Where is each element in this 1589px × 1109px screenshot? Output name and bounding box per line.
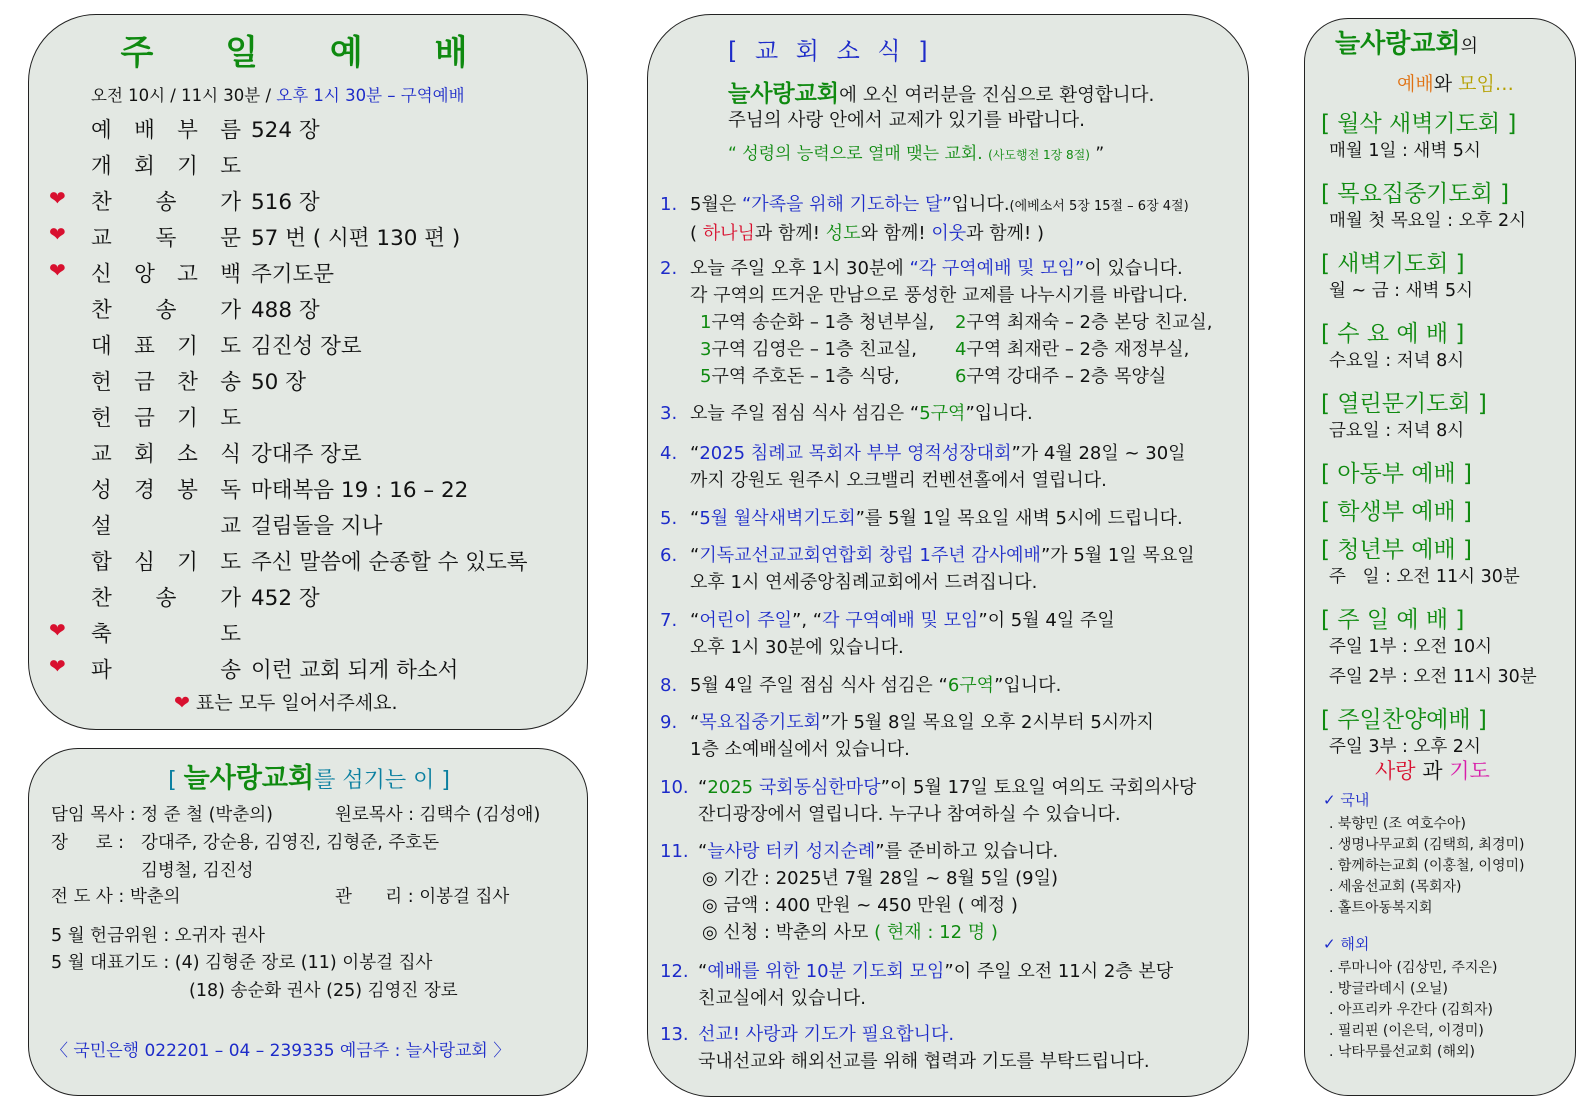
schedule-title-suffix: 의 (1460, 36, 1478, 57)
item-highlight: 5구역 (919, 403, 966, 424)
subtitle-meeting: 모임… (1458, 73, 1514, 95)
order-name-char: 도 (220, 550, 241, 575)
order-row (29, 365, 589, 399)
order-name-char: 헌 (91, 406, 112, 431)
staff-title (29, 756, 589, 795)
order-row (29, 293, 589, 327)
order-row (29, 113, 589, 147)
heart-icon: ❤ (49, 654, 66, 678)
news-item-7 (660, 607, 1115, 661)
order-item-value: 걸림돌을 지나 (251, 514, 383, 539)
item-line: ◎ 금액 : 400 만원 ~ 450 만원 ( 예정 ) (702, 895, 1018, 916)
overseas-mission-item: . 루마니아 (김상민, 주지은) (1329, 960, 1498, 976)
order-item-value: 488 장 (251, 298, 320, 323)
order-row (29, 149, 589, 183)
item-highlight: 하나님 (702, 223, 755, 244)
item-text: “ (909, 403, 920, 424)
order-name-char: 기 (177, 550, 198, 575)
group-number: 2 (955, 312, 967, 333)
staff-title-open: [ (168, 768, 184, 793)
order-item-name (91, 113, 241, 144)
item-highlight: 어린이 주일 (699, 610, 792, 631)
staff-elders-1: 강대주, 강순용, 김영진, 김형준, 주호돈 (141, 833, 440, 853)
item-highlight: 예배를 위한 10분 기도회 모임 (707, 961, 945, 982)
order-item-name (91, 293, 241, 324)
order-item-value: 524 장 (251, 118, 320, 143)
group-location (700, 336, 955, 363)
motto-close: ” (1089, 144, 1105, 164)
item-text: ”가 4월 28일 ~ 30일 (1011, 443, 1186, 464)
news-title: [ 교 회 소 식 ] (728, 37, 933, 65)
schedule-detail: 수요일 : 저녁 8시 (1329, 351, 1465, 371)
prayer-title-prayer: 기도 (1449, 759, 1490, 783)
order-item-value: 50 장 (251, 370, 306, 395)
item-text: ”가 5월 1일 목요일 (1040, 545, 1195, 566)
item-highlight: 목요집중기도회 (699, 712, 822, 733)
group-location (700, 309, 955, 336)
item-text: 이 있습니다. (1084, 258, 1183, 279)
order-row (29, 257, 589, 291)
schedule-heading: [ 열린문기도회 ] (1321, 391, 1487, 417)
item-text: 입니다. (974, 403, 1033, 424)
order-name-char: 소 (177, 442, 198, 467)
order-name-char: 신 (91, 262, 112, 287)
item-number: 12. (660, 961, 689, 982)
schedule-detail: 월 ~ 금 : 새벽 5시 (1329, 281, 1474, 301)
staff-elders-label: 장 로 : (51, 833, 125, 853)
item-highlight: 성도 (825, 223, 861, 244)
order-item-name (91, 329, 241, 360)
item-text: 입니다. (1003, 675, 1062, 696)
item-highlight: 기독교선교교회연합회 창립 1주년 감사예배 (699, 545, 1041, 566)
order-name-char: 도 (220, 154, 241, 179)
schedule-heading: [ 아동부 예배 ] (1321, 461, 1472, 487)
schedule-panel (1304, 18, 1576, 1096)
item-line: 1층 소예배실에서 있습니다. (690, 739, 910, 760)
group-locations (660, 309, 1235, 390)
schedule-detail: 주 일 : 오전 11시 30분 (1329, 567, 1520, 587)
domestic-mission-item: . 함께하는교회 (이홍철, 이영미) (1329, 858, 1525, 874)
order-name-char: 고 (177, 262, 198, 287)
item-highlight: 2025 침례교 목회자 부부 영적성장대회 (699, 443, 1012, 464)
order-name-char: 예 (91, 118, 112, 143)
order-item-value: 마태복음 19 : 16 – 22 (251, 478, 469, 503)
item-text: 오늘 주일 오후 1시 30분에 (690, 258, 910, 279)
item-line: 까지 강원도 원주시 오크밸리 컨벤션홀에서 열립니다. (690, 470, 1107, 491)
item-highlight: 늘사랑 터키 성지순례 (707, 841, 876, 862)
item-text: “ (690, 610, 700, 631)
item-number: 11. (660, 841, 689, 862)
order-item-name (91, 401, 241, 432)
order-name-char: 축 (91, 622, 112, 647)
item-number: 10. (660, 777, 689, 798)
schedule-heading: [ 수 요 예 배 ] (1321, 321, 1465, 347)
item-text: 입니다. (951, 194, 1010, 215)
welcome-text: 에 오신 여러분을 진심으로 환영합니다. (839, 85, 1155, 106)
item-text: ” (994, 675, 1004, 696)
item-highlight: 5월 월삭새벽기도회 (699, 508, 856, 529)
item-text: “ (690, 545, 700, 566)
item-text: “ (698, 777, 708, 798)
order-item-value: 강대주 장로 (251, 442, 362, 467)
order-item-name (91, 545, 241, 576)
order-name-char: 심 (134, 550, 155, 575)
news-item-6 (660, 542, 1195, 596)
order-item-value: 주신 말씀에 순종할 수 있도록 (251, 550, 528, 575)
order-name-char: 대 (91, 334, 112, 359)
welcome-line-2: 주님의 사랑 안에서 교제가 있기를 바랍니다. (728, 110, 1085, 131)
news-item-8 (660, 672, 1061, 699)
order-name-char: 도 (220, 622, 241, 647)
item-line: 오후 1시 30분에 있습니다. (690, 637, 904, 658)
schedule-heading: [ 주일찬양예배 ] (1321, 707, 1487, 733)
item-text: 5월 4일 주일 점심 식사 섬김은 (690, 675, 939, 696)
item-text: ( (690, 223, 703, 244)
overseas-mission-item: . 필리핀 (이은덕, 이경미) (1329, 1023, 1484, 1039)
prayer-title-and: 과 (1415, 759, 1450, 783)
item-text: “ (698, 841, 708, 862)
order-item-value: 516 장 (251, 190, 320, 215)
item-highlight: 2025 (707, 777, 754, 798)
order-item-name (91, 617, 241, 648)
schedule-heading: [ 목요집중기도회 ] (1321, 181, 1510, 207)
schedule-heading: [ 월삭 새벽기도회 ] (1321, 111, 1517, 137)
order-name-char: 송 (155, 190, 177, 215)
group-location (955, 336, 1235, 363)
domestic-mission-item: . 세움선교회 (목회자) (1329, 879, 1462, 895)
schedule-detail: 매월 첫 목요일 : 오후 2시 (1329, 211, 1526, 231)
order-name-char: 기 (177, 406, 198, 431)
group-number: 3 (700, 339, 712, 360)
overseas-mission-item: . 아프리카 우간다 (김희자) (1329, 1002, 1493, 1018)
group-location (700, 363, 955, 390)
worship-title: 주 일 예 배 (120, 33, 498, 73)
order-name-char: 부 (177, 118, 198, 143)
heart-icon: ❤ (174, 692, 190, 714)
group-text: 구역 주호돈 – 1층 식당, (711, 366, 900, 387)
item-line: 친교실에서 있습니다. (698, 988, 866, 1009)
item-number: 2. (660, 258, 678, 279)
group-text: 구역 강대주 – 2층 목양실 (966, 366, 1167, 387)
item-text: ”이 5월 4일 주일 (978, 610, 1115, 631)
monthly-prayer-1: 5 월 대표기도 : (4) 김형준 장로 (11) 이봉걸 집사 (51, 953, 433, 973)
item-text: “ (938, 675, 948, 696)
order-name-char: 찬 (177, 370, 198, 395)
item-text: 와 함께! (860, 223, 932, 244)
motto-text: “ 성령의 능력으로 열매 맺는 교회. (728, 144, 983, 164)
group-location (955, 309, 1235, 336)
overseas-mission-item: . 방글라데시 (오닐) (1329, 981, 1448, 997)
news-item-1 (660, 191, 1189, 247)
schedule-heading: [ 학생부 예배 ] (1321, 499, 1472, 525)
welcome-church: 늘사랑교회 (728, 81, 840, 107)
order-name-char: 가 (220, 190, 241, 215)
monthly-prayer-2: (18) 송순화 권사 (25) 김영진 장로 (189, 981, 458, 1001)
schedule-detail: 매월 1일 : 새벽 5시 (1329, 141, 1481, 161)
worship-times-main: 오전 10시 / 11시 30분 / (91, 86, 277, 105)
item-text: 5월은 (690, 194, 742, 215)
order-name-char: 헌 (91, 370, 112, 395)
group-number: 4 (955, 339, 967, 360)
item-line: 각 구역의 뜨거운 만남으로 풍성한 교제를 나누시기를 바랍니다. (690, 285, 1188, 306)
prayer-title-love: 사랑 (1375, 759, 1416, 783)
order-item-name (91, 149, 241, 180)
welcome-line (728, 75, 1154, 108)
order-name-char: 회 (134, 154, 155, 179)
order-item-value: 452 장 (251, 586, 320, 611)
news-item-12 (660, 958, 1173, 1012)
staff-evangelist: 전 도 사 : 박춘의 (51, 887, 181, 907)
heart-icon: ❤ (49, 258, 66, 282)
church-staff-panel (28, 748, 588, 1096)
order-name-char: 도 (220, 406, 241, 431)
item-number: 1. (660, 194, 678, 215)
order-name-char: 경 (134, 478, 155, 503)
schedule-heading: [ 새벽기도회 ] (1321, 251, 1465, 277)
item-highlight: 6구역 (947, 675, 995, 696)
order-name-char: 독 (220, 478, 241, 503)
order-name-char: 름 (220, 118, 241, 143)
item-ref: (에베소서 5장 15절 – 6장 4절) (1009, 199, 1189, 214)
news-item-13 (660, 1021, 1150, 1075)
order-name-char: 가 (220, 586, 241, 611)
item-text: 과 함께! ) (966, 223, 1044, 244)
overseas-label: ✓ 해외 (1323, 935, 1370, 953)
item-line: 오후 1시 연세중앙침례교회에서 드려집니다. (690, 572, 1038, 593)
domestic-mission-item: . 생명나무교회 (김택희, 최경미) (1329, 837, 1525, 853)
item-text: “ (698, 961, 708, 982)
item-text: ”를 준비하고 있습니다. (875, 841, 1059, 862)
news-item-5 (660, 505, 1183, 532)
bank-account: 〈 국민은행 022201 – 04 – 239335 예금주 : 늘사랑교회 〉 (51, 1041, 511, 1061)
motto-ref: (사도행전 1장 8절) (988, 148, 1090, 162)
item-number: 6. (660, 545, 678, 566)
order-name-char: 찬 (91, 190, 112, 215)
news-item-3 (660, 400, 1033, 427)
order-name-char: 배 (134, 118, 155, 143)
order-name-char: 합 (91, 550, 112, 575)
item-text: ” (965, 403, 975, 424)
schedule-detail: 금요일 : 저녁 8시 (1329, 421, 1465, 441)
order-row (29, 581, 589, 615)
standing-note-text: 표는 모두 일어서주세요. (195, 692, 398, 714)
item-number: 5. (660, 508, 678, 529)
news-item-2 (660, 255, 1235, 390)
item-highlight: “가족을 위해 기도하는 달” (741, 194, 952, 215)
order-row (29, 653, 589, 687)
group-number: 6 (955, 366, 967, 387)
staff-elders-2: 김병철, 김진성 (141, 861, 254, 881)
order-name-char: 송 (155, 298, 177, 323)
item-number: 8. (660, 675, 678, 696)
schedule-heading: [ 청년부 예배 ] (1321, 537, 1472, 563)
order-name-char: 금 (134, 370, 155, 395)
order-item-value: 김진성 장로 (251, 334, 362, 359)
item-line: ◎ 기간 : 2025년 7월 28일 ~ 8월 5일 (9일) (702, 868, 1059, 889)
domestic-mission-item: . 북향민 (조 여호수아) (1329, 816, 1466, 832)
item-text: ”, “ (792, 610, 823, 631)
schedule-church: 늘사랑교회 (1335, 29, 1461, 59)
order-name-char: 교 (220, 514, 241, 539)
order-row (29, 329, 589, 363)
domestic-mission-item: . 홀트아동복지회 (1329, 900, 1433, 916)
order-name-char: 금 (134, 406, 155, 431)
news-item-10 (660, 774, 1196, 828)
order-name-char: 문 (220, 226, 241, 251)
item-highlight: 각 구역예배 및 모임 (822, 610, 979, 631)
order-name-char: 식 (220, 442, 241, 467)
item-highlight: 이웃 (931, 223, 967, 244)
order-item-name (91, 437, 241, 468)
item-text: “ (690, 443, 700, 464)
news-item-4 (660, 440, 1186, 494)
order-name-char: 백 (220, 262, 241, 287)
order-name-char: 찬 (91, 586, 112, 611)
item-line: 잔디광장에서 열립니다. 누구나 참여하실 수 있습니다. (698, 804, 1121, 825)
order-name-char: 송 (220, 658, 241, 683)
item-highlight: 선교! 사랑과 기도가 필요합니다. (698, 1024, 955, 1045)
schedule-subtitle (1397, 69, 1514, 96)
standing-note (174, 688, 398, 715)
order-name-char: 교 (91, 442, 112, 467)
order-item-name (91, 185, 241, 216)
order-row (29, 473, 589, 507)
order-item-value: 이런 교회 되게 하소서 (251, 658, 459, 683)
order-name-char: 회 (134, 442, 155, 467)
staff-pastor: 담임 목사 : 정 준 철 (박춘의) (51, 805, 273, 825)
news-item-11 (660, 838, 1058, 946)
item-highlight: ( 현재 : 12 명 ) (874, 922, 998, 943)
order-item-name (91, 257, 241, 288)
schedule-heading: [ 주 일 예 배 ] (1321, 607, 1465, 633)
subtitle-and: 와 (1433, 73, 1459, 95)
order-name-char: 개 (91, 154, 112, 179)
schedule-detail: 주일 3부 : 오후 2시 (1329, 737, 1481, 757)
item-text: ”를 5월 1일 목요일 새벽 5시에 드립니다. (855, 508, 1183, 529)
order-item-name (91, 221, 241, 252)
order-name-char: 기 (177, 154, 198, 179)
order-name-char: 송 (155, 586, 177, 611)
item-text: “ (690, 508, 700, 529)
heart-icon: ❤ (49, 618, 66, 642)
item-text: ”이 주일 오전 11시 2층 본당 (944, 961, 1174, 982)
order-name-char: 가 (220, 298, 241, 323)
item-number: 4. (660, 443, 678, 464)
order-row (29, 185, 589, 219)
order-name-char: 설 (91, 514, 112, 539)
order-name-char: 교 (91, 226, 112, 251)
item-number: 7. (660, 610, 678, 631)
schedule-detail: 주일 2부 : 오전 11시 30분 (1329, 667, 1537, 687)
worship-times (91, 82, 465, 106)
order-name-char: 앙 (134, 262, 155, 287)
group-location (955, 363, 1235, 390)
heart-icon: ❤ (49, 186, 66, 210)
item-text: 오늘 주일 점심 식사 섬김은 (690, 403, 910, 424)
domestic-label: ✓ 국내 (1323, 791, 1370, 809)
order-row (29, 617, 589, 651)
item-text: “ (690, 712, 700, 733)
staff-title-rest: 를 섬기는 이 ] (314, 768, 450, 793)
overseas-mission-item: . 낙타무릎선교회 (해외) (1329, 1044, 1475, 1060)
order-item-value: 주기도문 (251, 262, 335, 287)
order-name-char: 봉 (177, 478, 198, 503)
offering-committee: 5 월 헌금위원 : 오귀자 권사 (51, 926, 265, 946)
subtitle-worship: 예배 (1397, 73, 1434, 95)
item-text: ”가 5월 8일 목요일 오후 2시부터 5시까지 (821, 712, 1154, 733)
order-name-char: 찬 (91, 298, 112, 323)
order-item-name (91, 473, 241, 504)
schedule-title (1335, 23, 1478, 60)
heart-icon: ❤ (49, 222, 66, 246)
order-row (29, 221, 589, 255)
order-name-char: 독 (155, 226, 177, 251)
group-number: 1 (700, 312, 712, 333)
order-name-char: 송 (220, 370, 241, 395)
group-text: 구역 김영은 – 1층 친교실, (711, 339, 918, 360)
order-row (29, 509, 589, 543)
order-row (29, 401, 589, 435)
order-name-char: 성 (91, 478, 112, 503)
order-item-value: 57 번 ( 시편 130 편 ) (251, 226, 461, 251)
worship-times-group: 오후 1시 30분 – 구역예배 (276, 86, 465, 105)
item-text: ”이 5월 17일 토요일 여의도 국회의사당 (880, 777, 1197, 798)
order-name-char: 표 (134, 334, 155, 359)
order-name-char: 파 (91, 658, 112, 683)
order-row (29, 545, 589, 579)
item-highlight: 국회동심한마당 (753, 777, 881, 798)
group-text: 구역 송순화 – 1층 청년부실, (711, 312, 935, 333)
staff-manager: 관 리 : 이봉걸 집사 (335, 887, 510, 907)
church-news-panel (647, 14, 1249, 1097)
prayer-title (1375, 755, 1490, 785)
staff-title-church: 늘사랑교회 (183, 763, 315, 794)
group-text: 구역 최재숙 – 2층 본당 친교실, (966, 312, 1213, 333)
group-number: 5 (700, 366, 712, 387)
order-row (29, 437, 589, 471)
order-item-name (91, 653, 241, 684)
order-name-char: 기 (177, 334, 198, 359)
order-item-name (91, 365, 241, 396)
item-text: ◎ 신청 : 박춘의 사모 (702, 922, 875, 943)
order-item-name (91, 509, 241, 540)
order-item-name (91, 581, 241, 612)
item-highlight: “각 구역예배 및 모임” (909, 258, 1085, 279)
church-motto (728, 139, 1104, 164)
item-number: 13. (660, 1024, 689, 1045)
item-line: 국내선교와 해외선교를 위해 협력과 기도를 부탁드립니다. (698, 1051, 1150, 1072)
staff-emeritus: 원로목사 : 김택수 (김성애) (335, 805, 541, 825)
news-item-9 (660, 709, 1154, 763)
item-number: 9. (660, 712, 678, 733)
item-text: 과 함께! (754, 223, 826, 244)
group-text: 구역 최재란 – 2층 재정부실, (966, 339, 1190, 360)
schedule-detail: 주일 1부 : 오전 10시 (1329, 637, 1492, 657)
worship-order-panel (28, 14, 588, 730)
item-number: 3. (660, 403, 678, 424)
order-name-char: 도 (220, 334, 241, 359)
